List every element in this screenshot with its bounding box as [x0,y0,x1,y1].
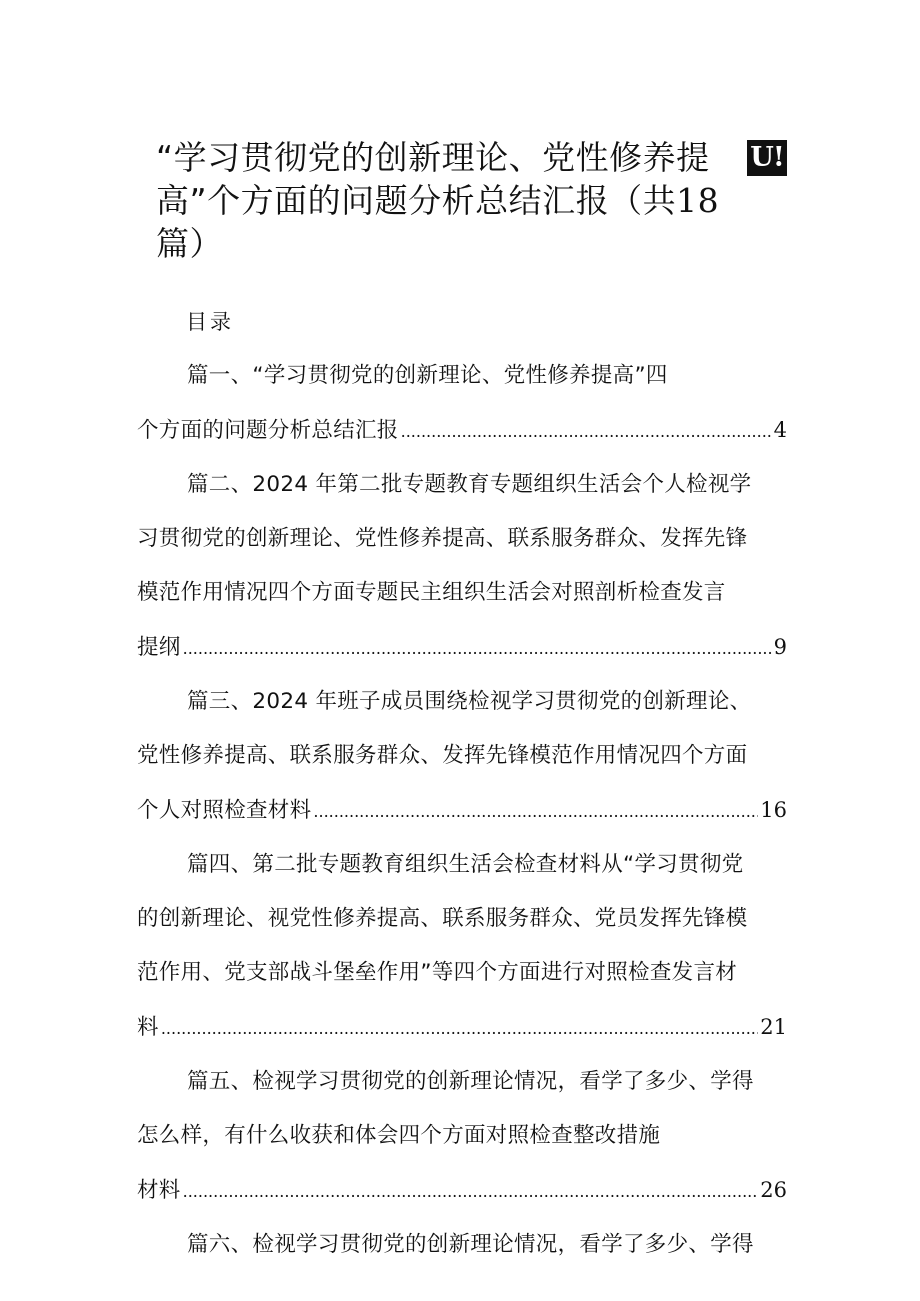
toc-entry-4-line-3[interactable] [137,946,787,1000]
toc-text: 篇二、2024 年第二批专题教育专题组织生活会个人检视学 [187,472,752,497]
toc-heading: 目录 [186,310,234,334]
toc-entry-3-line-2[interactable] [137,729,787,783]
toc-page-number: 16 [760,798,787,822]
toc-text: 的创新理论、视党性修养提高、联系服务群众、党员发挥先锋模 [137,906,748,931]
toc-entry-4-line-1[interactable] [137,838,787,892]
dot-leader [183,1165,759,1219]
toc-entry-2-line-2[interactable] [137,512,787,566]
toc-text: 个人对照检查材料 [137,798,312,823]
toc-entry-4-line-4[interactable] [137,1000,787,1054]
toc-text: 模范作用情况四个方面专题民主组织生活会对照剖析检查发言 [137,580,726,605]
toc-entry-2-line-3[interactable] [137,566,787,620]
dot-leader [401,405,772,459]
toc-entry-2-line-4[interactable] [137,620,787,674]
toc-entry-1-line-2[interactable] [137,403,787,457]
toc-text: 个方面的问题分析总结汇报 [137,418,399,443]
toc-text: 篇六、检视学习贯彻党的创新理论情况，看学了多少、学得 [187,1232,754,1257]
toc-text: 篇一、“学习贯彻党的创新理论、党性修养提高”四 [187,363,668,388]
toc-text: 提纲 [137,635,181,660]
dot-leader [183,622,772,676]
title-line-2-text: 高”个方面的问题分析总结汇报（共 [156,181,677,220]
title-line-2 [156,179,736,222]
toc-text: 材料 [137,1178,181,1203]
toc-text: 习贯彻党的创新理论、党性修养提高、联系服务群众、发挥先锋 [137,526,748,551]
toc-entry-5-line-1[interactable] [137,1055,787,1109]
toc-text: 怎么样，有什么收获和体会四个方面对照检查整改措施 [137,1123,661,1148]
toc-entry-1-line-1[interactable] [137,349,787,403]
toc-entry-3-line-3[interactable] [137,783,787,837]
toc-entry-5-line-2[interactable] [137,1109,787,1163]
toc-text: 篇四、第二批专题教育组织生活会检查材料从“学习贯彻党 [187,852,744,877]
toc-text: 料 [137,1015,159,1040]
title-line-3: 篇） [156,224,223,263]
title-line-1: “学习贯彻党的创新理论、党性修养提 [156,138,710,177]
toc-entry-4-line-2[interactable] [137,892,787,946]
toc-page-number: 4 [773,418,787,442]
dot-leader [313,785,758,839]
toc-entry-3-line-1[interactable] [137,675,787,729]
title-count: 18 [676,181,720,220]
logo-badge: U! [747,140,787,176]
toc-page-number: 21 [760,1015,787,1039]
toc-text: 党性修养提高、联系服务群众、发挥先锋模范作用情况四个方面 [137,743,748,768]
toc-text: 范作用、党支部战斗堡垒作用”等四个方面进行对照检查发言材 [137,960,738,985]
toc-page-number: 9 [773,635,787,659]
toc-text: 篇五、检视学习贯彻党的创新理论情况，看学了多少、学得 [187,1069,754,1094]
dot-leader [161,1002,758,1056]
toc-entry-5-line-3[interactable] [137,1163,787,1217]
toc-entry-2-line-1[interactable] [137,458,787,512]
toc-page-number: 26 [760,1178,787,1202]
toc-text: 篇三、2024 年班子成员围绕检视学习贯彻党的创新理论、 [187,689,752,714]
table-of-contents [137,349,787,1272]
document-title [156,136,736,265]
toc-entry-6-line-1[interactable] [137,1218,787,1272]
